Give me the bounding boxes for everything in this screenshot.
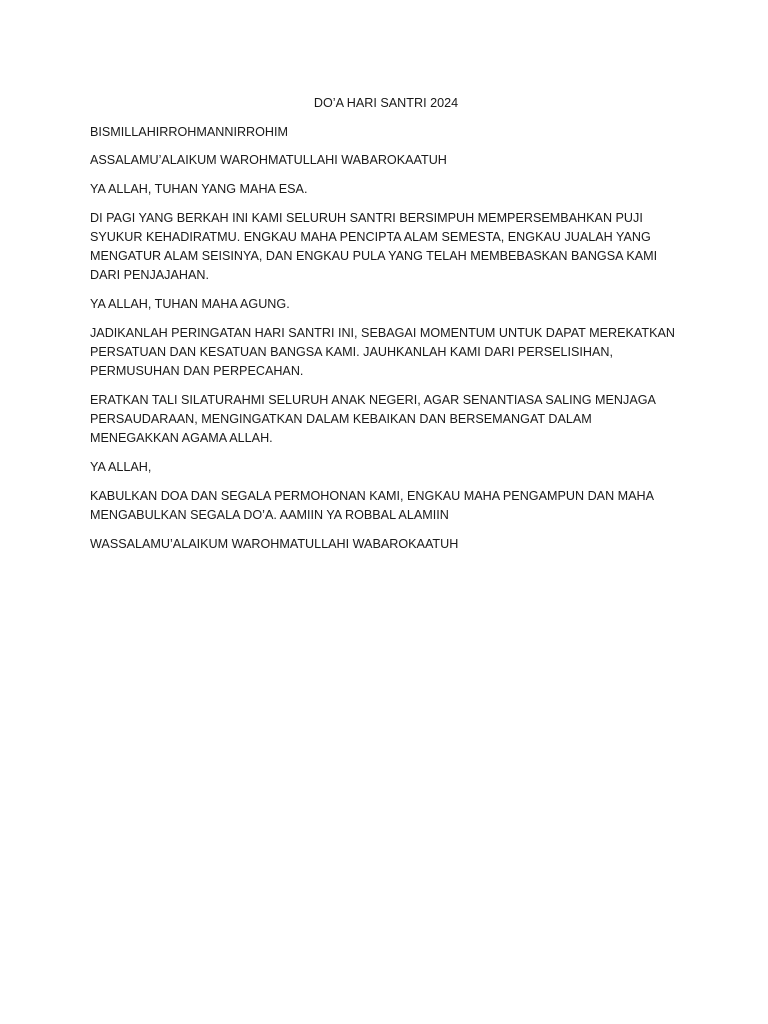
document-body bbox=[90, 94, 682, 563]
paragraph-unity-prayer: JADIKANLAH PERINGATAN HARI SANTRI INI, SEBAGAI MOMENTUM UNTUK DAPAT MEREKATKAN PERSATUAN DAN KESATUAN BANGSA KAMI. JAUHKANLAH KAMI DARI PERSELISIHAN, PERMUSUHAN DAN PERPECAHAN. bbox=[90, 325, 675, 379]
paragraph-invocation-maha-esa: YA ALLAH, TUHAN YANG MAHA ESA. bbox=[90, 182, 308, 197]
paragraph-invocation-maha-agung: YA ALLAH, TUHAN MAHA AGUNG. bbox=[90, 297, 290, 312]
document-title: DO’A HARI SANTRI 2024 bbox=[313, 96, 459, 110]
paragraph-bismillah: BISMILLAHIRROHMANNIRROHIM bbox=[90, 124, 289, 139]
paragraph-farewell: WASSALAMU’ALAIKUM WAROHMATULLAHI WABAROKAATUH bbox=[90, 536, 459, 551]
paragraph-closing-prayer: KABULKAN DOA DAN SEGALA PERMOHONAN KAMI, ENGKAU MAHA PENGAMPUN DAN MAHA MENGABULKAN SEGALA DO’A. AAMIIN YA ROBBAL ALAMIIN bbox=[90, 488, 654, 522]
paragraph-greeting: ASSALAMU’ALAIKUM WAROHMATULLAHI WABAROKAATUH bbox=[90, 153, 447, 168]
paragraph-silaturahmi: ERATKAN TALI SILATURAHMI SELURUH ANAK NEGERI, AGAR SENANTIASA SALING MENJAGA PERSAUDARAAN, MENGINGATKAN DALAM KEBAIKAN DAN BERSEMANGAT DALAM MENEGAKKAN AGAMA ALLAH. bbox=[90, 392, 656, 446]
paragraph-gratitude: DI PAGI YANG BERKAH INI KAMI SELURUH SANTRI BERSIMPUH MEMPERSEMBAHKAN PUJI SYUKUR KEHADIRATMU. ENGKAU MAHA PENCIPTA ALAM SEMESTA, ENGKAU JUALAH YANG MENGATUR ALAM SEISINYA, DAN ENGKAU PULA YANG TELAH MEMBEBASKAN BANGSA KAMI DARI PENJAJAHAN. bbox=[90, 210, 658, 283]
paragraph-invocation-ya-allah: YA ALLAH, bbox=[90, 460, 152, 475]
